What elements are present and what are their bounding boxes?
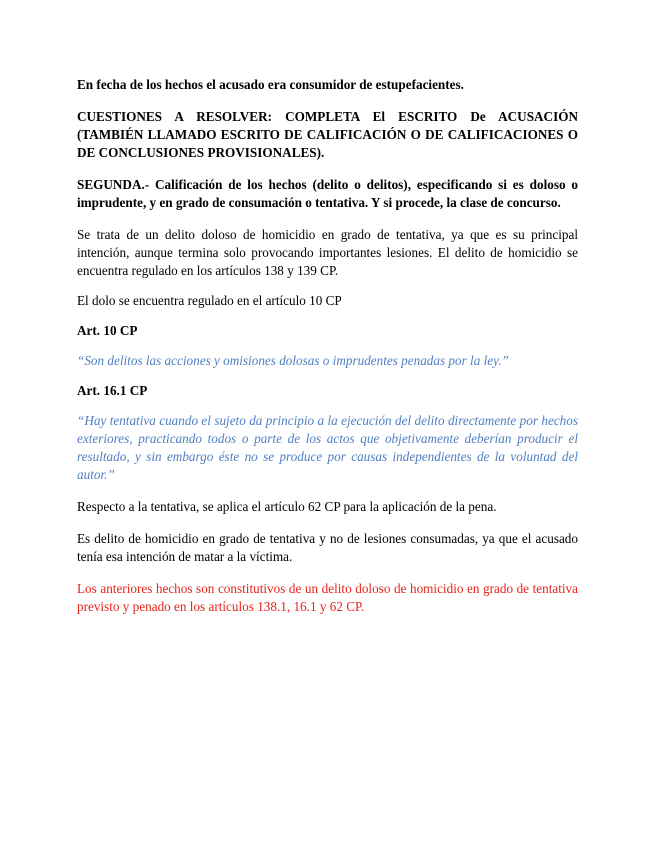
art10-quote: “Son delitos las acciones y omisiones dolosas o imprudentes penadas por la ley.” [77,353,509,368]
document-page [77,76,578,616]
intro-paragraph: En fecha de los hechos el acusado era consumidor de estupefacientes. [77,77,464,92]
lesiones-paragraph: Es delito de homicidio en grado de tentativa y no de lesiones consumadas, ya que el acusado tenía esa intención de matar a la víctima. [77,531,578,564]
questions-heading: CUESTIONES A RESOLVER: COMPLETA El ESCRITO De ACUSACIÓN (TAMBIÉN LLAMADO ESCRITO DE CALIFICACIÓN O DE CALIFICACIONES O DE CONCLUSIONES PROVISIONALES). [77,109,578,160]
homicidio-paragraph: Se trata de un delito doloso de homicidio en grado de tentativa, ya que es su principal intención, aunque termina solo provocando importantes lesiones. El delito de homicidio se encuentra regulado en los artículos 138 y 139 CP. [77,227,578,278]
dolo-paragraph: El dolo se encuentra regulado en el artículo 10 CP [77,293,342,308]
art10-title: Art. 10 CP [77,323,138,338]
art16-title: Art. 16.1 CP [77,383,148,398]
second-heading: SEGUNDA.- Calificación de los hechos (delito o delitos), especificando si es doloso o imprudente, y en grado de consumación o tentativa. Y si procede, la clase de concurso. [77,177,578,210]
conclusion-paragraph: Los anteriores hechos son constitutivos de un delito doloso de homicidio en grado de tentativa previsto y penado en los artículos 138.1, 16.1 y 62 CP. [77,581,578,614]
tentativa-paragraph: Respecto a la tentativa, se aplica el artículo 62 CP para la aplicación de la pena. [77,499,497,514]
art16-quote: “Hay tentativa cuando el sujeto da principio a la ejecución del delito directamente por hechos exteriores, practicando todos o parte de los actos que objetivamente deberían producir el resultado, y sin embargo éste no se produce por causas independientes de la voluntad del autor.” [77,413,578,482]
